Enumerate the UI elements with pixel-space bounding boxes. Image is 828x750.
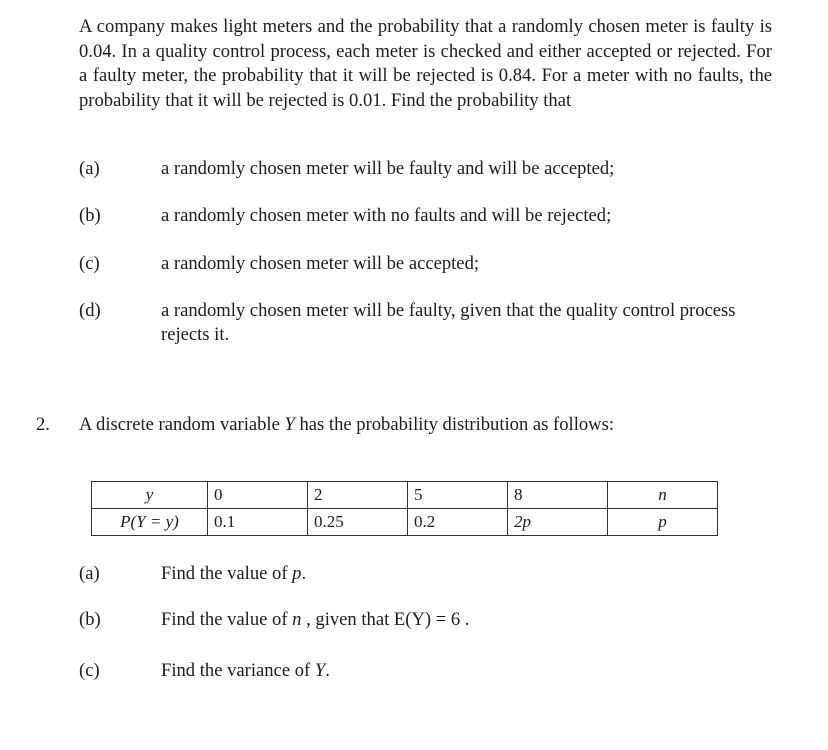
q1-part-b-label: (b) bbox=[79, 205, 101, 226]
question-2-intro: A discrete random variable Y has the probability distribution as follows: bbox=[79, 414, 614, 435]
table-cell: p bbox=[608, 509, 718, 536]
question-2-number: 2. bbox=[36, 414, 50, 435]
q1-part-a-text: a randomly chosen meter will be faulty and will be accepted; bbox=[161, 158, 615, 179]
table-cell: 0 bbox=[208, 482, 308, 509]
table-cell: 5 bbox=[408, 482, 508, 509]
q2-part-a-label: (a) bbox=[79, 563, 100, 584]
table-cell: 8 bbox=[508, 482, 608, 509]
q2-part-c-label: (c) bbox=[79, 660, 100, 681]
q1-part-c-label: (c) bbox=[79, 253, 100, 274]
table-cell: n bbox=[608, 482, 718, 509]
q2-part-b-label: (b) bbox=[79, 609, 101, 630]
probability-distribution-table bbox=[91, 481, 718, 536]
q1-part-a-label: (a) bbox=[79, 158, 100, 179]
table-row-y bbox=[92, 482, 718, 509]
q2-part-a-text: Find the value of p. bbox=[161, 563, 307, 584]
table-header-y: y bbox=[92, 482, 208, 509]
q1-part-d-text: a randomly chosen meter will be faulty, given that the quality control process rejects it. bbox=[161, 300, 736, 345]
table-cell: 2p bbox=[508, 509, 608, 536]
table-cell: 0.2 bbox=[408, 509, 508, 536]
q1-part-b-text: a randomly chosen meter with no faults and will be rejected; bbox=[161, 205, 612, 226]
question-1-intro: A company makes light meters and the probability that a randomly chosen meter is faulty is 0.04. In a quality control process, each meter is checked and either accepted or rejected. For a faulty meter, the probability that it will be rejected is 0.84. For a meter with no faults, the probability that it will be rejected is 0.01. Find the probability that bbox=[79, 16, 772, 111]
q1-part-d-label: (d) bbox=[79, 300, 101, 321]
table-cell: 0.25 bbox=[308, 509, 408, 536]
table-cell: 2 bbox=[308, 482, 408, 509]
q2-part-c-text: Find the variance of Y. bbox=[161, 660, 330, 681]
table-header-probability: P(Y = y) bbox=[92, 509, 208, 536]
table-row-probability bbox=[92, 509, 718, 536]
q2-part-b-text: Find the value of n , given that E(Y) = 6 . bbox=[161, 609, 470, 630]
table-cell: 0.1 bbox=[208, 509, 308, 536]
q1-part-c-text: a randomly chosen meter will be accepted; bbox=[161, 253, 480, 274]
